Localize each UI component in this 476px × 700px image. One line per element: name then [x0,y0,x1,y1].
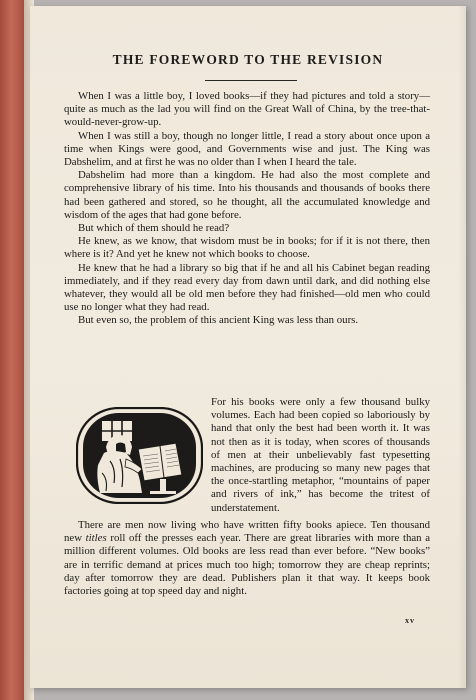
book-page [30,6,466,688]
emphasis-titles: titles [85,532,107,545]
paragraph: Dabshelim had more than a kingdom. He had also the most complete and comprehensive library of his time. Into his thousands and thousands of books there had been gathered and stored, so he thought, all the accumulated knowledge and wisdom of the ages that had gone before. [64,169,430,221]
page-heading: THE FOREWORD TO THE REVISION [112,52,384,67]
page-number: xv [405,616,415,625]
paragraph [64,519,430,598]
paragraph: When I was a little boy, I loved books—if they had pictures and told a story—quite as much as the lad you will find on the Great Wall of China, by the tree-that-would-never-grow-up. [64,90,430,129]
paragraph: But even so, the problem of this ancient King was less than ours. [78,314,359,327]
text-run: There are men now living who have written fifty books apiece. Ten thousand new [64,519,430,545]
wrapped-text [211,396,430,515]
paragraph: When I was still a boy, though no longer little, I read a story about once upon a time when Kings were good, and Governments wise and just. The King was Dabshelim, and at first he was no older than I when I heard the tale. [64,129,430,169]
closing-text [64,519,430,598]
paragraph: But which of them should he read? [78,222,230,235]
scholar-reading-book-icon [76,407,203,504]
text-run: roll off the presses each year. There are great libraries with more than a million different volumes. Old books are less read than ever before. “New books” are in terrific demand at prices much too high; tomorrow they are cheap reprints; day after tomorrow they are dead. Publishers plan it that way. It keeps book factories going at top speed day and night. [64,532,431,598]
heading-rule [205,80,297,81]
paragraph: He knew that he had a library so big that if he and all his Cabinet began reading immediately, and if they read every day from dawn until dark, and did nothing else whatever, they would all be old men before they had finished—old men who could use no longer what they had read. [64,261,430,314]
body-text [64,90,430,328]
page-shadow [458,6,466,688]
paragraph: For his books were only a few thousand bulky volumes. Each had been copied so laboriously by hand that only the best had been worth it. It was not then as it is today, when scores of thousands of men at their unbelievably fast typesetting machines, are producing so many new pages that the once-startling metaphor, “mountains of paper and rivers of ink,” has become the tritest of understatement. [211,396,430,514]
paragraph: He knew, as we know, that wisdom must be in books; for if it is not there, then where is it? And yet he knew not which books to choose. [64,235,430,261]
